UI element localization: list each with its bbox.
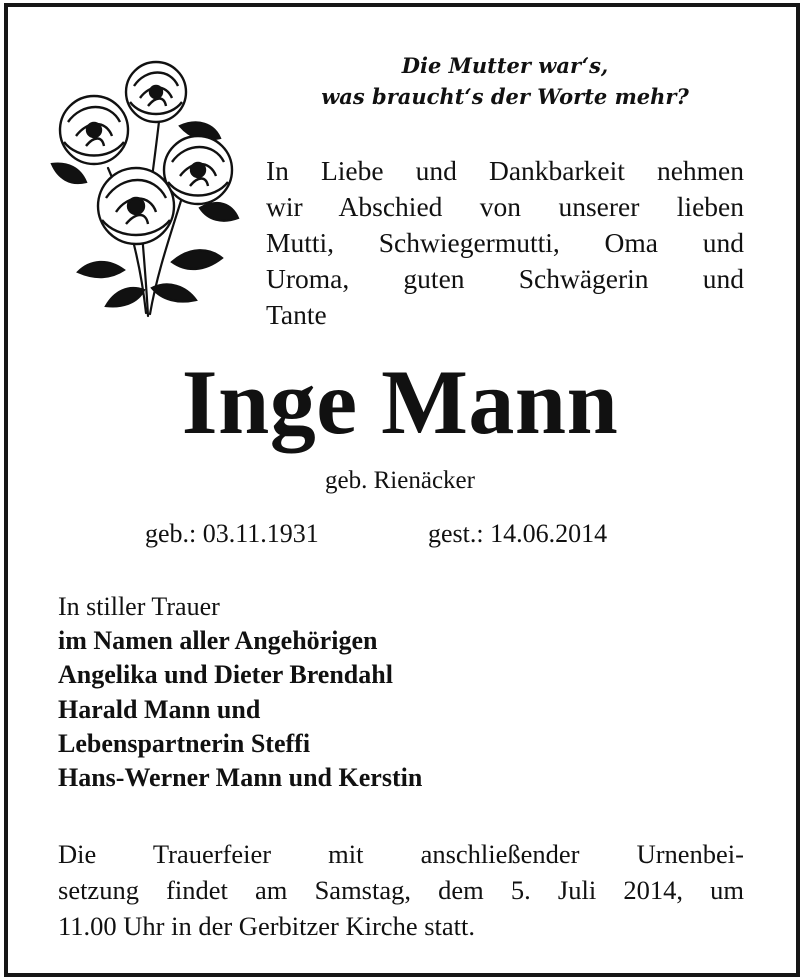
intro-line: Tante — [266, 299, 327, 330]
intro-line: In Liebe und Dankbarkeit nehmen — [266, 155, 744, 186]
roses-bouquet-icon — [48, 58, 240, 320]
maiden-name: geb. Rienäcker — [325, 467, 475, 494]
intro-line: Uroma, guten Schwägerin und — [266, 263, 744, 294]
mourner-line: Angelika und Dieter Brendahl — [58, 660, 393, 690]
funeral-line: 11.00 Uhr in der Gerbitzer Kirche statt. — [58, 911, 475, 941]
intro-line: wir Abschied von unserer lieben — [266, 191, 744, 222]
funeral-line: Die Trauerfeier mit anschließender Urnenbei- — [58, 839, 744, 869]
mourner-line: Lebenspartnerin Steffi — [58, 728, 311, 758]
deceased-name: Inge Mann — [181, 351, 619, 453]
death-date: gest.: 14.06.2014 — [428, 519, 608, 548]
intro-line: Mutti, Schwiegermutti, Oma und — [266, 227, 744, 258]
mourners-intro: In stiller Trauer — [58, 592, 220, 621]
motto-line: was braucht‘s der Worte mehr? — [321, 84, 689, 109]
funeral-line: setzung findet am Samstag, dem 5. Juli 2014, um — [58, 875, 744, 905]
intro-text — [266, 153, 744, 333]
mourner-line: Harald Mann und — [58, 694, 261, 724]
funeral-notice — [58, 836, 744, 944]
motto-line: Die Mutter war‘s, — [401, 53, 609, 78]
motto — [255, 50, 755, 112]
mourner-line: im Namen aller Angehörigen — [58, 626, 378, 656]
mourners-list — [58, 590, 748, 795]
birth-date: geb.: 03.11.1931 — [145, 519, 319, 548]
mourner-line: Hans-Werner Mann und Kerstin — [58, 763, 423, 793]
